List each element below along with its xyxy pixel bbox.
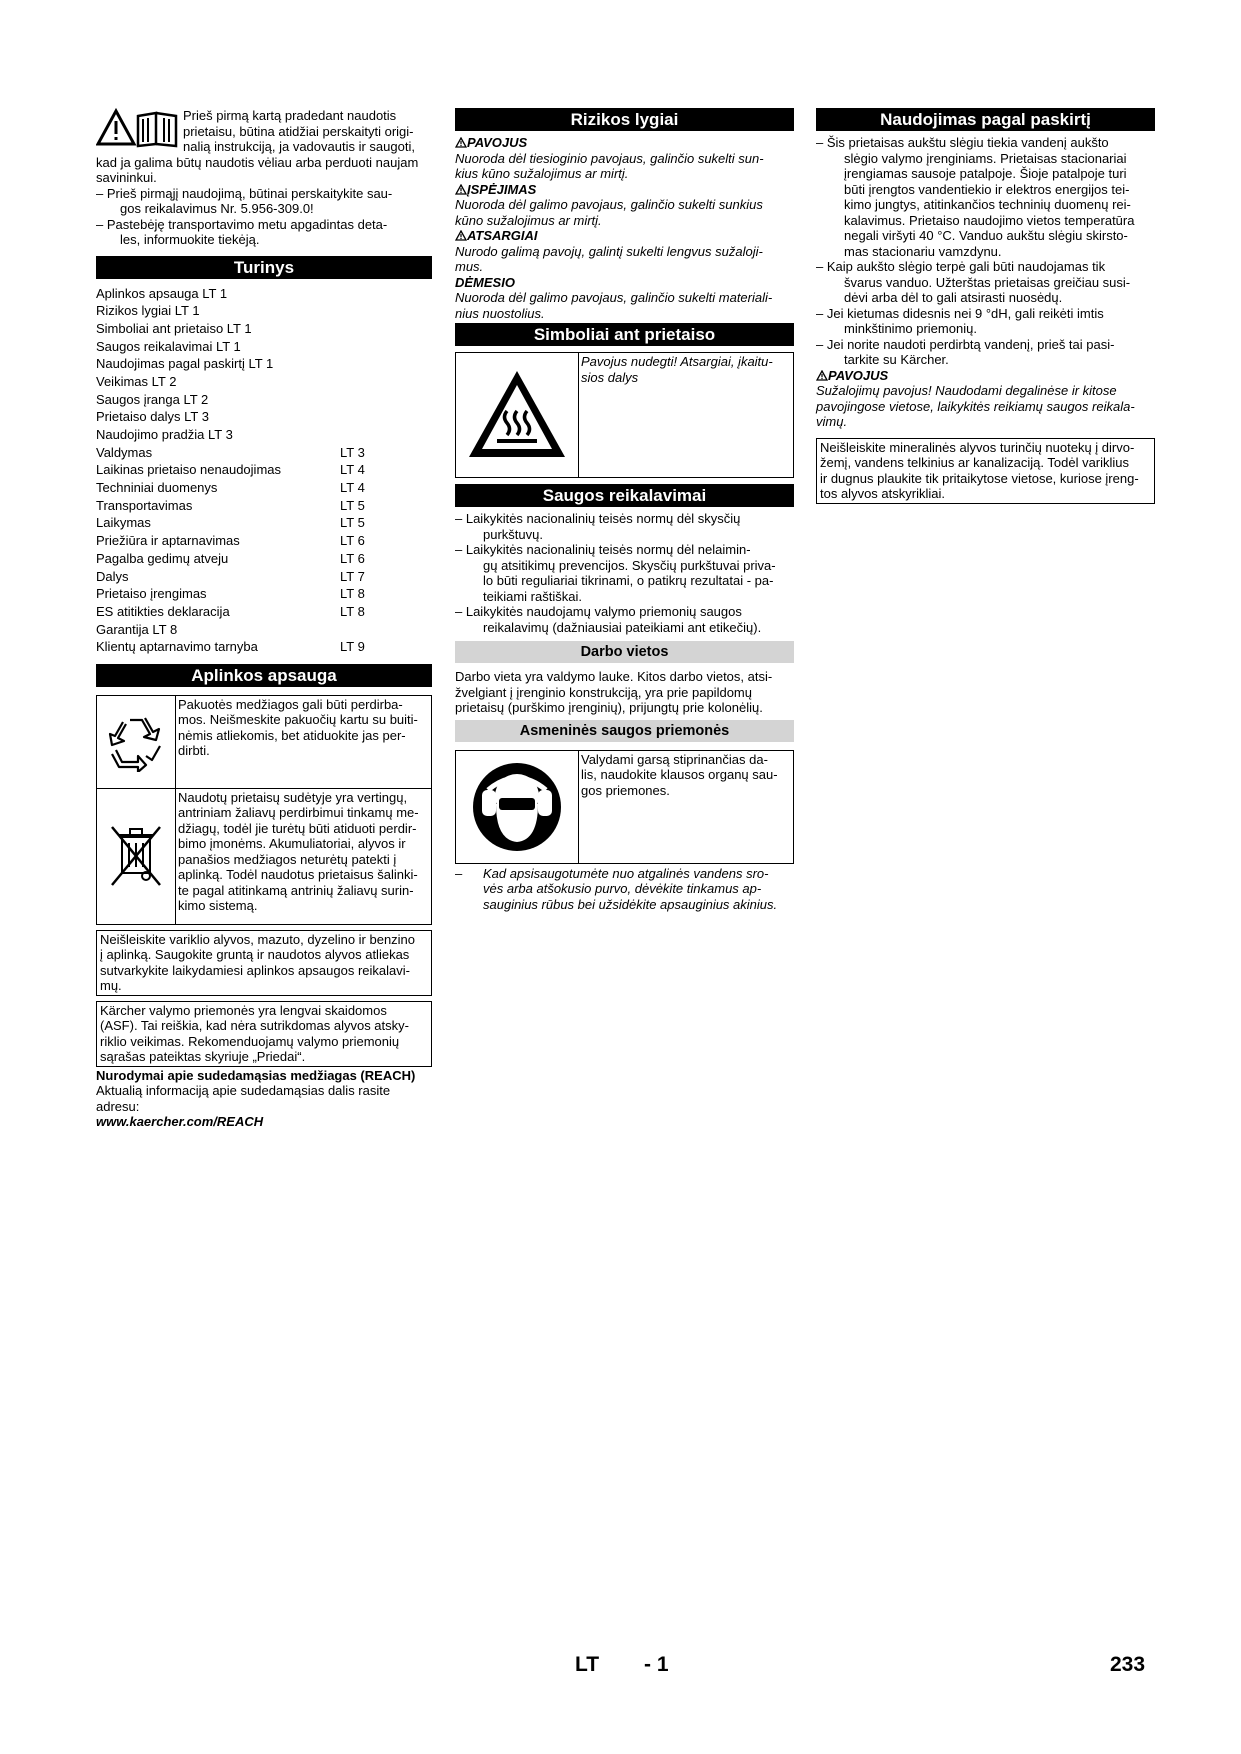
env-line: džiagų, todėl jie turėtų būti atiduoti perdir-: [178, 820, 417, 836]
notice-line: Kärcher valymo priemonės yra lengvai skaidomos: [100, 1002, 387, 1018]
bullet-item: – Pastebėję transportavimo metu apgadintas deta- les, informuokite tiekėją.: [96, 216, 388, 247]
toc-item-page: LT 9: [340, 639, 365, 655]
env-disposal-text: [176, 789, 431, 924]
bullet-item: – Jei norite naudoti perdirbtą vandenį, prieš tai pasi- tarkite su Kärcher.: [816, 336, 1115, 367]
toc-item[interactable]: [96, 532, 432, 550]
env-line: panašios medžiagos neturėtų patekti į: [178, 851, 397, 867]
intro-bullets: [96, 186, 432, 248]
toc-item[interactable]: [96, 444, 432, 462]
bullet-item: – Laikykitės naudojamų valymo priemonių saugos reikalavimų (dažniausiai pateikiami ant etikečių).: [455, 604, 762, 635]
toc-item-page: LT 4: [340, 480, 365, 496]
danger-line: pavojingose vietose, laikykitės reikiamų saugos reikala-: [816, 398, 1135, 414]
toc-list: [96, 285, 432, 656]
intro-line: Prieš pirmą kartą pradedant naudotis: [183, 108, 397, 123]
risk-level-name: ATSARGIAI: [455, 228, 794, 244]
ppe-line: lis, naudokite klausos organų sau-: [581, 767, 778, 782]
notice-line: tos alyvos atskyrikliai.: [820, 486, 945, 501]
toc-item-page: [340, 302, 432, 320]
risk-level-name: PAVOJUS: [455, 135, 794, 151]
env-heading: Aplinkos apsauga: [96, 664, 432, 687]
toc-item-label: Simboliai ant prietaiso LT 1: [96, 320, 252, 336]
column-right: [816, 108, 1155, 504]
warning-triangle-icon: [455, 137, 467, 148]
risk-level: PAVOJUS Nuoroda dėl tiesioginio pavojaus, galinčio sukelti sun- kius kūno sužalojimus ar mirtį.: [455, 135, 794, 182]
risk-level: ĮSPĖJIMAS Nuoroda dėl galimo pavojaus, galinčio sukelti sunkius kūno sužalojimus ar mirtį.: [455, 182, 794, 229]
toc-item-label: Prietaiso įrengimas: [96, 586, 207, 602]
bullet-item: – Jei kietumas didesnis nei 9 °dH, gali reikėti imtis minkštinimo priemonių.: [816, 305, 1104, 336]
toc-item[interactable]: [96, 461, 432, 479]
env-line: bimo įmonėms. Akumuliatoriai, alyvos ir: [178, 836, 406, 852]
toc-item-page: [340, 426, 432, 444]
crossed-bin-icon: [97, 789, 176, 924]
ppe-text: [579, 751, 793, 863]
notice-line: (ASF). Tai reiškia, kad nėra sutrikdomas alyvos atsky-: [100, 1018, 409, 1034]
danger-line: Sužalojimų pavojus! Naudodami degalinėse ir kitose: [816, 383, 1117, 398]
toc-heading: Turinys: [96, 256, 432, 279]
use-danger-text: [816, 383, 1155, 430]
toc-item-page: LT 8: [340, 586, 365, 602]
toc-item[interactable]: [96, 638, 432, 656]
toc-item[interactable]: [96, 408, 432, 426]
footer-page-number: 233: [1110, 1653, 1146, 1676]
bullet-item: – Prieš pirmąjį naudojimą, būtinai perskaitykite sau- gos reikalavimus Nr. 5.956-309.0!: [96, 185, 393, 216]
toc-item-label: Priežiūra ir aptarnavimas: [96, 533, 240, 549]
env-line: mos. Neišmeskite pakuočių kartu su buiti-: [178, 712, 418, 728]
intro-line: prietaisu, būtina atidžiai perskaityti origi-: [183, 123, 414, 139]
env-line: nėmis atliekomis, bet atiduokite jas per-: [178, 727, 406, 743]
env-line: Pakuotės medžiagos gali būti perdirba-: [178, 696, 403, 712]
notice-line: riklio veikimas. Rekomenduojamų valymo priemonių: [100, 1033, 400, 1049]
toc-item[interactable]: [96, 585, 432, 603]
reach-line: adresu:: [96, 1098, 140, 1114]
risk-level-name: ĮSPĖJIMAS: [455, 182, 794, 198]
env-recycle-row: [96, 695, 432, 789]
notice-line: Neišleiskite mineralinės alyvos turinčių nuotekų į dirvo-: [820, 439, 1135, 455]
ppe-note-line: Kad apsisaugotumėte nuo atgalinės vandens sro-: [483, 865, 769, 881]
toc-item-label: ES atitikties deklaracija: [96, 603, 230, 619]
use-oil-notice: [816, 438, 1155, 504]
ppe-row: [455, 750, 794, 864]
bullet-item: – Laikykitės nacionalinių teisės normų dėl skysčių purkštuvų.: [455, 511, 741, 542]
toc-item-page: LT 5: [340, 515, 365, 531]
footer-language: LT: [575, 1653, 600, 1676]
ppe-note: – Kad apsisaugotumėte nuo atgalinės vandens sro- vės arba atšokusio purvo, dėvėkite tinkamus ap- sauginius rūbus bei užsidėkite apsauginius akinius.: [455, 865, 778, 912]
env-line: te pagal atitinkamą antrinių žaliavų surin-: [178, 882, 414, 898]
toc-item-label: Rizikos lygiai LT 1: [96, 303, 200, 319]
use-danger-title: PAVOJUS: [816, 368, 1155, 384]
toc-item[interactable]: [96, 621, 432, 639]
toc-item-label: Garantija LT 8: [96, 621, 178, 637]
column-middle: [455, 108, 794, 912]
notice-line: Neišleiskite variklio alyvos, mazuto, dyzelino ir benzino: [100, 931, 416, 947]
env-cleaning-notice: [96, 1001, 432, 1067]
notice-line: žemį, vandens telkinius ar kanalizaciją. Todėl variklius: [820, 455, 1130, 470]
safety-bullets: [455, 511, 794, 635]
reach-title: Nurodymai apie sudedamąsias medžiagas (REACH): [96, 1067, 416, 1083]
symbol-line: sios dalys: [581, 369, 639, 385]
symbol-line: Pavojus nudegti! Atsargiai, įkaitu-: [581, 354, 773, 369]
warning-triangle-icon: [455, 230, 467, 241]
ppe-note-line: sauginius rūbus bei užsidėkite apsauginius akinius.: [483, 896, 778, 912]
env-oil-notice: [96, 930, 432, 996]
toc-item-page: [340, 373, 432, 391]
bullet-item: – Šis prietaisas aukštu slėgiu tiekia vandenį aukšto slėgio valymo įrenginiams. Prietaisas stacionariai įrengiamas sausoje patalpoje. Šioje patalpoje turi būti įrengtos vandentiekio ir elektros energijos tei- kimo jungtys, atitinkančios techninių duomenų rei- kalavimus. Prietaiso naudojimo vietos temperatūra negali viršyti 40 °C. Vanduo aukštu slėgiu skirsto- mas stacionariu vamzdynu.: [816, 135, 1135, 259]
toc-item[interactable]: [96, 355, 432, 373]
toc-item-label: Pagalba gedimų atveju: [96, 550, 229, 566]
toc-item-label: Transportavimas: [96, 497, 193, 513]
toc-item[interactable]: [96, 479, 432, 497]
risk-level-name: DĖMESIO: [455, 274, 515, 290]
ppe-line: gos priemones.: [581, 782, 670, 798]
notice-line: sutvarkykite laikydamiesi aplinkos apsaugos reikalavi-: [100, 962, 410, 978]
toc-item-page: LT 3: [340, 444, 365, 460]
hot-surface-warning-icon: [456, 353, 579, 477]
toc-item-page: LT 6: [340, 533, 365, 549]
safety-heading: Saugos reikalavimai: [455, 484, 794, 507]
toc-item-page: LT 7: [340, 568, 365, 584]
toc-item-label: Aplinkos apsauga LT 1: [96, 285, 228, 301]
toc-item-label: Dalys: [96, 568, 129, 584]
reach-link[interactable]: www.kaercher.com/REACH: [96, 1114, 264, 1130]
work-line: žvelgiant į įrenginio konstrukciją, yra prie papildomų: [455, 684, 752, 700]
warning-triangle-icon: [816, 370, 828, 381]
toc-item-page: [340, 391, 432, 409]
env-line: dirbti.: [178, 743, 210, 759]
toc-item[interactable]: [96, 338, 432, 356]
toc-item-label: Techniniai duomenys: [96, 480, 218, 496]
toc-item-label: Naudojimo pradžia LT 3: [96, 427, 233, 442]
toc-item[interactable]: [96, 302, 432, 320]
recycle-icon: [97, 696, 176, 788]
toc-item-label: Klientų aptarnavimo tarnyba: [96, 639, 258, 655]
env-line: antriniam žaliavų perdirbimui tinkamų me-: [178, 805, 419, 821]
reach-line: Aktualią informaciją apie sudedamąsias dalis rasite: [96, 1083, 391, 1099]
bullet-item: – Kaip aukšto slėgio terpė gali būti naudojamas tik švarus vanduo. Užterštas prietaisas greičiau susi- dėvi arba dėl to gali atsirasti nuosėdų.: [816, 259, 1131, 305]
toc-item-label: Prietaiso dalys LT 3: [96, 409, 209, 425]
toc-item[interactable]: [96, 603, 432, 621]
toc-item[interactable]: [96, 320, 432, 338]
warning-triangle-icon: [455, 184, 467, 195]
warning-manual-icon: [96, 108, 180, 148]
intro-line: savininkui.: [96, 170, 157, 185]
intro-line: nalią instrukciją, ja vadovautis ir saugoti,: [183, 139, 415, 154]
work-line: Darbo vieta yra valdymo lauke. Kitos darbo vietos, atsi-: [455, 669, 773, 684]
toc-item-label: Veikimas LT 2: [96, 373, 177, 389]
risk-levels: [455, 135, 794, 321]
toc-item[interactable]: [96, 373, 432, 391]
ppe-note-line: vės arba atšokusio purvo, dėvėkite tinkamus ap-: [483, 881, 762, 896]
footer-subpage: - 1: [644, 1653, 669, 1676]
use-heading: Naudojimas pagal paskirtį: [816, 108, 1155, 131]
work-text: [455, 669, 794, 716]
symbols-heading: Simboliai ant prietaiso: [455, 323, 794, 346]
ppe-line: Valydami garsą stiprinančias da-: [581, 751, 768, 767]
risk-level: DĖMESIO Nuoroda dėl galimo pavojaus, galinčio sukelti materiali- nius nuostolius.: [455, 275, 794, 322]
env-disposal-row: [96, 789, 432, 925]
toc-item-page: [340, 408, 432, 426]
toc-item[interactable]: [96, 514, 432, 532]
danger-line: vimų.: [816, 414, 848, 429]
toc-item-label: Naudojimas pagal paskirtį LT 1: [96, 356, 274, 372]
work-line: prietaisų (purškimo įrenginių), prijungtų prie kolonėlių.: [455, 700, 763, 715]
toc-item-page: LT 6: [340, 550, 365, 566]
toc-item-page: [340, 338, 432, 356]
intro-line: kad ja galima būtų naudotis vėliau arba perduoti naujam: [96, 154, 419, 170]
toc-item[interactable]: [96, 568, 432, 586]
risk-level: ATSARGIAI Nurodo galimą pavojų, galintį sukelti lengvus sužaloji- mus.: [455, 228, 794, 275]
intro-section: [96, 108, 432, 248]
symbols-row: [455, 352, 794, 478]
toc-item-label: Valdymas: [96, 444, 153, 460]
ear-eye-protection-icon: [456, 751, 579, 863]
toc-item-page: LT 8: [340, 603, 365, 619]
toc-item[interactable]: [96, 426, 432, 444]
env-line: aplinką. Todėl naudotus prietaisus šalinki-: [178, 867, 418, 883]
notice-line: sąrašas pateiktas skyriuje „Priedai“.: [100, 1049, 306, 1065]
env-recycle-text: [176, 696, 431, 788]
notice-line: ir dugnus plaukite tik pritaikytose vietose, kuriose įreng-: [820, 470, 1139, 486]
work-heading: Darbo vietos: [455, 641, 794, 663]
toc-item-page: [340, 320, 432, 338]
toc-item-label: Saugos reikalavimai LT 1: [96, 338, 241, 354]
toc-item-page: LT 5: [340, 497, 365, 513]
risk-heading: Rizikos lygiai: [455, 108, 794, 131]
column-left: [96, 108, 432, 1130]
symbols-text: [579, 353, 793, 477]
env-line: Naudotų prietaisų sudėtyje yra vertingų,: [178, 789, 408, 805]
notice-line: į aplinką. Saugokite gruntą ir naudotos alyvos atliekas: [100, 947, 410, 963]
reach-text: [96, 1083, 432, 1114]
notice-line: mų.: [100, 978, 122, 994]
toc-item-label: Saugos įranga LT 2: [96, 391, 209, 407]
toc-item-page: [340, 285, 432, 303]
toc-item-page: [340, 355, 432, 373]
use-bullets: [816, 135, 1155, 368]
toc-item-page: LT 4: [340, 462, 365, 478]
toc-item[interactable]: [96, 391, 432, 409]
toc-item[interactable]: [96, 497, 432, 515]
toc-item-label: Laikinas prietaiso nenaudojimas: [96, 462, 282, 478]
toc-item[interactable]: [96, 285, 432, 303]
env-line: kimo sistemą.: [178, 898, 258, 914]
ppe-heading: Asmeninės saugos priemonės: [455, 720, 794, 742]
bullet-item: – Laikykitės nacionalinių teisės normų dėl nelaimin- gų atsitikimų prevencijos. Skysčių purkštuvai priva- lo būti reguliariai tikrinami, o patikrų rezultatai - pa- teikiami raštiškai.: [455, 542, 776, 604]
toc-item-page: [340, 621, 432, 639]
toc-item-label: Laikymas: [96, 515, 151, 531]
toc-item[interactable]: [96, 550, 432, 568]
